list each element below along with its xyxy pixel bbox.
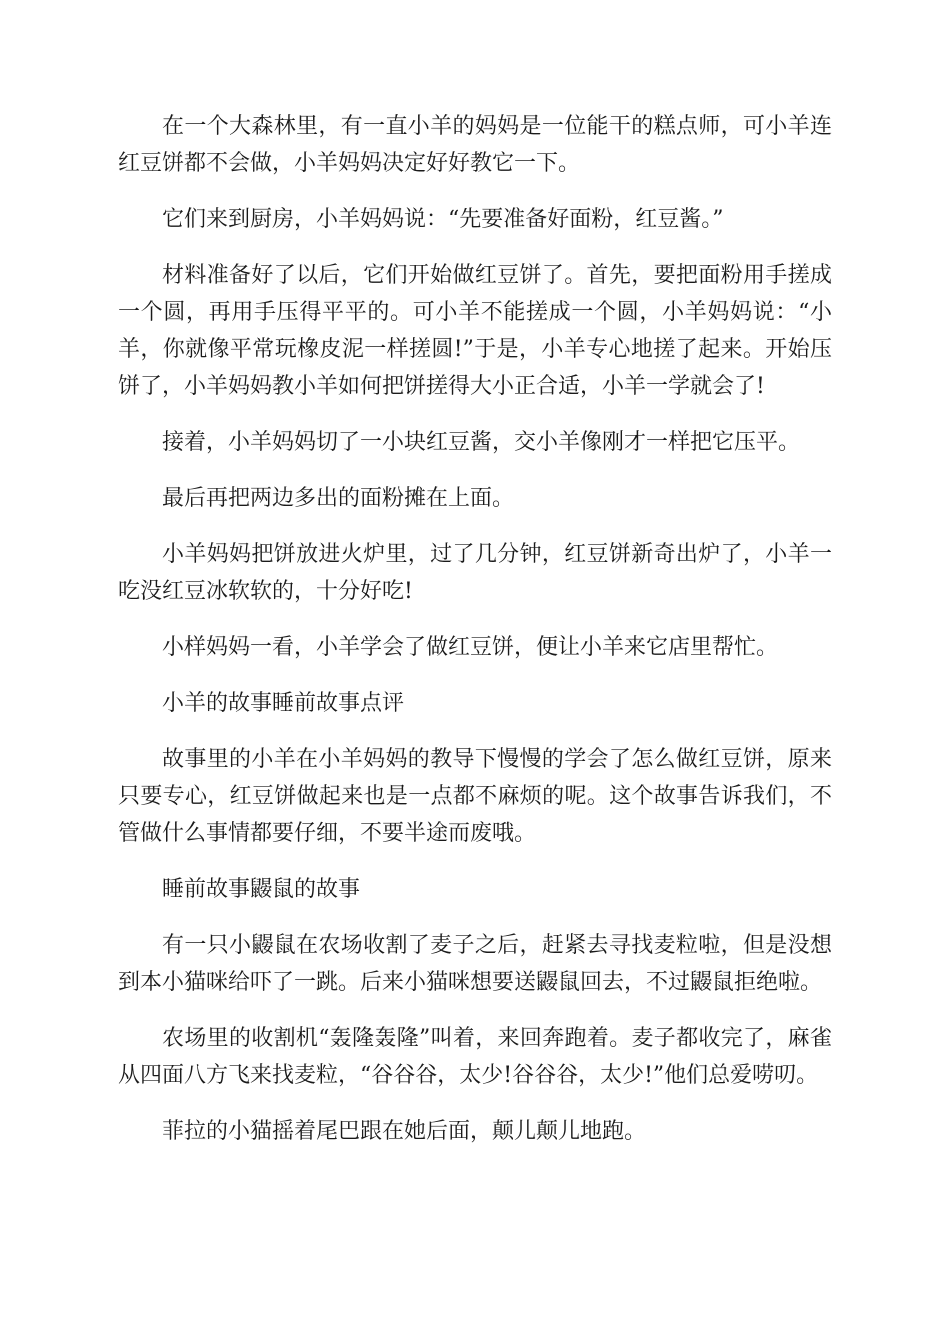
paragraph-13: 菲拉的小猫摇着尾巴跟在她后面，颠儿颠儿地跑。 <box>162 1119 647 1144</box>
paragraph-7: 小样妈妈一看，小羊学会了做红豆饼，便让小羊来它店里帮忙。 <box>162 635 779 660</box>
paragraph-5: 最后再把两边多出的面粉摊在上面。 <box>162 486 515 511</box>
paragraph-1: 在一个大森林里，有一直小羊的妈妈是一位能干的糕点师，可小羊连红豆饼都不会做，小羊妈妈决定好好教它一下。 <box>118 114 832 176</box>
paragraph-6: 小羊妈妈把饼放进火炉里，过了几分钟，红豆饼新奇出炉了，小羊一吃没红豆冰软软的，十分好吃! <box>118 542 832 604</box>
paragraph-9: 故事里的小羊在小羊妈妈的教导下慢慢的学会了怎么做红豆饼，原来只要专心，红豆饼做起来也是一点都不麻烦的呢。这个故事告诉我们，不管做什么事情都要仔细，不要半途而废哦。 <box>118 747 832 846</box>
paragraph-4: 接着，小羊妈妈切了一小块红豆酱，交小羊像刚才一样把它压平。 <box>162 430 801 455</box>
paragraph-2: 它们来到厨房，小羊妈妈说：“先要准备好面粉，红豆酱。” <box>162 207 724 232</box>
paragraph-11: 有一只小鼹鼠在农场收割了麦子之后，赶紧去寻找麦粒啦，但是没想到本小猫咪给吓了一跳。后来小猫咪想要送鼹鼠回去，不过鼹鼠拒绝啦。 <box>118 933 832 995</box>
section-heading-review: 小羊的故事睡前故事点评 <box>162 691 405 716</box>
paragraph-3: 材料准备好了以后，它们开始做红豆饼了。首先，要把面粉用手搓成一个圆，再用手压得平平的。可小羊不能搓成一个圆，小羊妈妈说：“小羊，你就像平常玩橡皮泥一样搓圆!”于是，小羊专心地搓了起来。开始压饼了，小羊妈妈教小羊如何把饼搓得大小正合适，小羊一学就会了! <box>118 263 832 399</box>
section-heading-mole-story: 睡前故事鼹鼠的故事 <box>162 877 361 902</box>
paragraph-12: 农场里的收割机“轰隆轰隆”叫着，来回奔跑着。麦子都收完了，麻雀从四面八方飞来找麦粒，“谷谷谷，太少!谷谷谷，太少!”他们总爱唠叨。 <box>118 1026 832 1088</box>
document-body <box>118 108 832 1169</box>
